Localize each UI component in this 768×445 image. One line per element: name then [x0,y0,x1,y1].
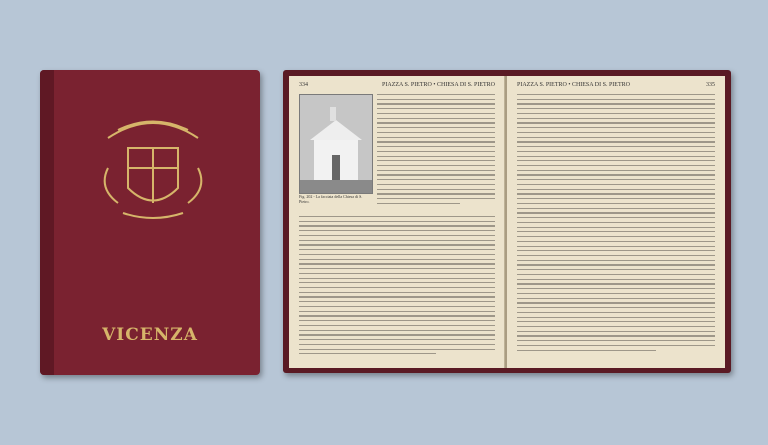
right-page-header [517,82,715,88]
right-page [507,76,725,368]
cover-title: VICENZA [102,325,198,345]
left-page-number: 334 [299,82,308,88]
coat-of-arms-emblem [98,108,208,228]
photo-caption: Fig. 202 - La facciata della Chiesa di S. Pietro. [299,194,363,204]
church-facade-icon [300,95,372,193]
left-page [289,76,505,368]
right-page-number: 335 [706,82,715,88]
right-page-running-head: PIAZZA S. PIETRO • CHIESA DI S. PIETRO [517,82,630,88]
left-page-text-lower [299,216,495,362]
open-book [283,70,731,373]
left-page-header [299,82,495,88]
left-page-running-head: PIAZZA S. PIETRO • CHIESA DI S. PIETRO [382,82,495,88]
right-page-text [517,94,715,362]
church-photo [299,94,373,194]
book-cover [40,70,260,375]
